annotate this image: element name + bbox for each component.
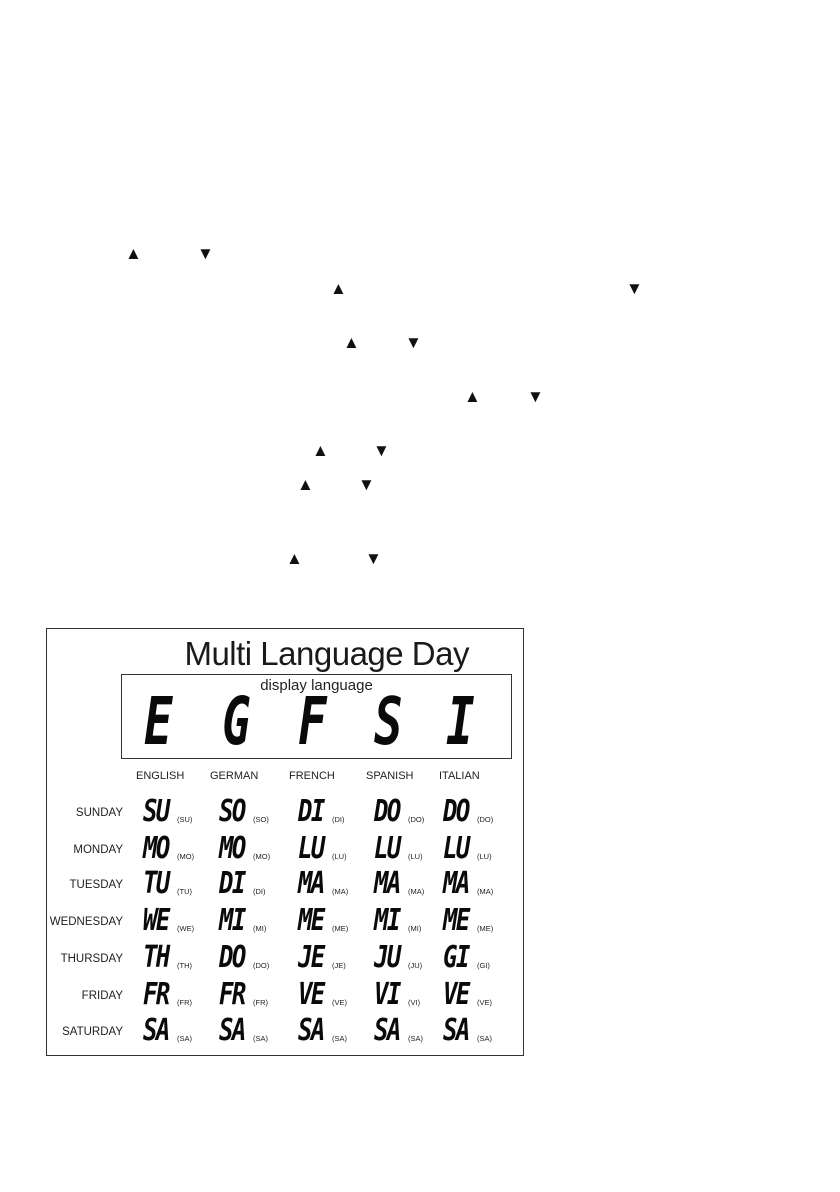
code-abbreviation: (MO): [253, 852, 271, 861]
code-abbreviation: (VI): [408, 998, 421, 1007]
segment-code: SA: [219, 1013, 245, 1048]
up-arrow-icon: ▲: [464, 387, 481, 406]
segment-code: MO: [143, 831, 169, 866]
code-abbreviation: (TH): [177, 961, 192, 970]
up-arrow-icon: ▲: [286, 549, 303, 568]
code-abbreviation: (WE): [177, 924, 195, 933]
code-abbreviation: (DO): [408, 815, 425, 824]
down-arrow-icon: ▼: [197, 244, 214, 263]
column-header-italian: ITALIAN: [439, 770, 480, 782]
segment-code: SA: [143, 1013, 169, 1048]
display-letter-s: S: [374, 683, 403, 760]
segment-code: LU: [298, 831, 324, 866]
day-name-sunday: SUNDAY: [75, 807, 123, 819]
column-header-french: FRENCH: [289, 770, 335, 782]
code-abbreviation: (DI): [332, 815, 345, 824]
up-arrow-icon: ▲: [125, 244, 142, 263]
display-letter-g: G: [222, 683, 251, 760]
code-abbreviation: (MI): [408, 924, 422, 933]
segment-code: MO: [219, 831, 245, 866]
code-abbreviation: (DO): [253, 961, 270, 970]
down-arrow-icon: ▼: [626, 279, 643, 298]
display-language-label: display language: [260, 677, 373, 694]
code-abbreviation: (MA): [408, 887, 425, 896]
code-abbreviation: (MA): [477, 887, 494, 896]
segment-code: FR: [143, 977, 169, 1012]
segment-code: TU: [143, 866, 169, 901]
segment-code: MA: [374, 866, 400, 901]
segment-code: MI: [374, 903, 400, 938]
segment-code: DI: [219, 866, 245, 901]
code-abbreviation: (GI): [477, 961, 490, 970]
segment-code: ME: [443, 903, 469, 938]
segment-code: ME: [298, 903, 324, 938]
segment-code: VI: [374, 977, 400, 1012]
day-name-monday: MONDAY: [73, 844, 123, 856]
segment-code: LU: [374, 831, 400, 866]
display-letter-i: I: [446, 683, 475, 760]
code-abbreviation: (TU): [177, 887, 192, 896]
code-abbreviation: (DI): [253, 887, 266, 896]
code-abbreviation: (LU): [332, 852, 347, 861]
code-abbreviation: (SA): [253, 1034, 268, 1043]
code-abbreviation: (DO): [477, 815, 494, 824]
code-abbreviation: (ME): [332, 924, 349, 933]
day-name-friday: FRIDAY: [81, 990, 123, 1002]
code-abbreviation: (MO): [177, 852, 195, 861]
segment-code: SA: [298, 1013, 324, 1048]
panel-title: Multi Language Day: [184, 635, 469, 672]
segment-code: FR: [219, 977, 245, 1012]
segment-code: TH: [143, 940, 169, 975]
segment-code: WE: [143, 903, 169, 938]
up-arrow-icon: ▲: [343, 333, 360, 352]
segment-code: SA: [443, 1013, 469, 1048]
column-header-spanish: SPANISH: [366, 770, 414, 782]
segment-code: VE: [443, 977, 469, 1012]
down-arrow-icon: ▼: [365, 549, 382, 568]
column-header-english: ENGLISH: [136, 770, 185, 782]
up-arrow-icon: ▲: [312, 441, 329, 460]
up-arrow-icon: ▲: [297, 475, 314, 494]
code-abbreviation: (SU): [177, 815, 193, 824]
code-abbreviation: (SA): [477, 1034, 492, 1043]
segment-code: SO: [219, 794, 245, 829]
down-arrow-icon: ▼: [527, 387, 544, 406]
segment-code: SA: [374, 1013, 400, 1048]
multi-language-day-panel: [46, 628, 524, 1056]
display-language-box: [121, 674, 512, 759]
code-abbreviation: (LU): [477, 852, 492, 861]
display-letter-f: F: [298, 683, 327, 760]
segment-code: DI: [298, 794, 324, 829]
down-arrow-icon: ▼: [358, 475, 375, 494]
segment-code: DO: [374, 794, 400, 829]
code-abbreviation: (MA): [332, 887, 349, 896]
segment-code: MA: [443, 866, 469, 901]
code-abbreviation: (SA): [332, 1034, 347, 1043]
code-abbreviation: (FR): [253, 998, 268, 1007]
code-abbreviation: (SA): [408, 1034, 423, 1043]
segment-code: SU: [143, 794, 169, 829]
segment-code: JU: [374, 940, 400, 975]
code-abbreviation: (VE): [477, 998, 492, 1007]
code-abbreviation: (VE): [332, 998, 347, 1007]
segment-code: MI: [219, 903, 245, 938]
code-abbreviation: (SA): [177, 1034, 192, 1043]
segment-code: LU: [443, 831, 469, 866]
segment-code: DO: [443, 794, 469, 829]
segment-code: VE: [298, 977, 324, 1012]
code-abbreviation: (LU): [408, 852, 423, 861]
segment-code: DO: [219, 940, 245, 975]
code-abbreviation: (SO): [253, 815, 269, 824]
down-arrow-icon: ▼: [405, 333, 422, 352]
segment-code: JE: [298, 940, 324, 975]
code-abbreviation: (JU): [408, 961, 423, 970]
day-name-wednesday: WEDNESDAY: [49, 916, 123, 928]
display-letter-e: E: [144, 683, 173, 760]
code-abbreviation: (MI): [253, 924, 267, 933]
day-name-saturday: SATURDAY: [62, 1026, 123, 1038]
down-arrow-icon: ▼: [373, 441, 390, 460]
code-abbreviation: (FR): [177, 998, 192, 1007]
column-header-german: GERMAN: [210, 770, 259, 782]
segment-code: GI: [443, 940, 469, 975]
code-abbreviation: (ME): [477, 924, 494, 933]
up-arrow-icon: ▲: [330, 279, 347, 298]
day-name-tuesday: TUESDAY: [69, 879, 123, 891]
code-abbreviation: (JE): [332, 961, 346, 970]
segment-code: MA: [298, 866, 324, 901]
day-name-thursday: THURSDAY: [60, 953, 123, 965]
